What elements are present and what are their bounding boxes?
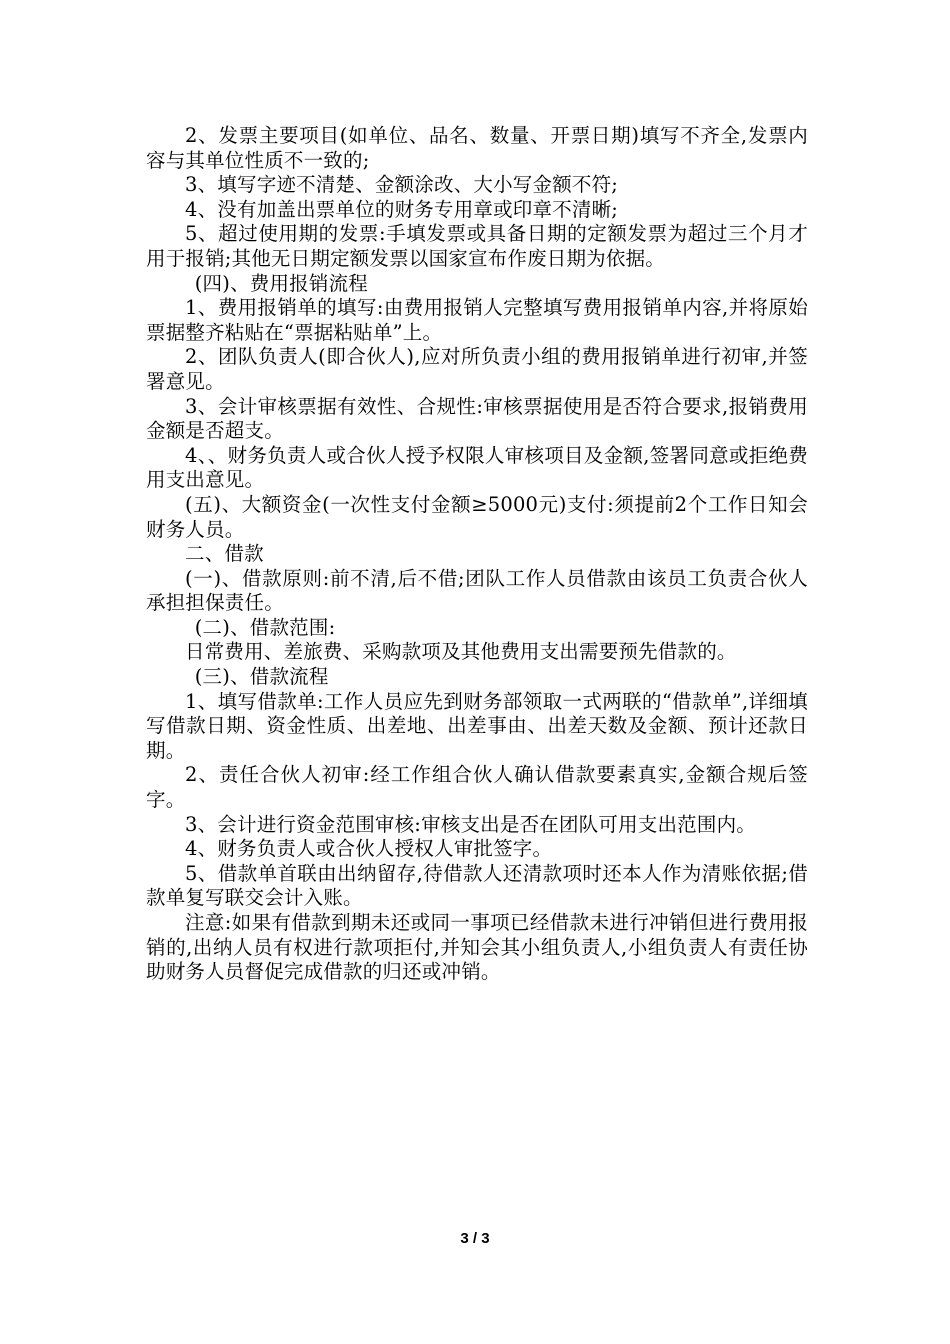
paragraph-reimbursement-step-2: 2、团队负责人(即合伙人),应对所负责小组的费用报销单进行初审,并签署意见。 — [146, 345, 808, 393]
paragraph-loan-step-2: 2、责任合伙人初审:经工作组合伙人确认借款要素真实,金额合规后签字。 — [146, 763, 808, 812]
paragraph-loan-scope: 日常费用、差旅费、采购款项及其他费用支出需要预先借款的。 — [185, 640, 737, 664]
paragraph-loan-principle: (一)、借款原则:前不清,后不借;团队工作人员借款由该员工负责合伙人承担担保责任。 — [146, 566, 808, 615]
paragraph-loan-step-5: 5、借款单首联由出纳留存,待借款人还清款项时还本人作为清账依据;借款单复写联交会计入账。 — [146, 861, 808, 910]
section-heading-reimbursement-process: (四)、费用报销流程 — [194, 271, 368, 295]
paragraph-reimbursement-step-3: 3、会计审核票据有效性、合规性:审核票据使用是否符合要求,报销费用金额是否超支。 — [146, 394, 808, 443]
paragraph-invoice-item-2: 2、发票主要项目(如单位、品名、数量、开票日期)填写不齐全,发票内容与其单位性质不一致的; — [146, 124, 808, 172]
paragraph-large-payment: (五)、大额资金(一次性支付金额≥5000元)支付:须提前2个工作日知会财务人员。 — [146, 492, 808, 541]
paragraph-invoice-item-5: 5、超过使用期的发票:手填发票或具备日期的定额发票为超过三个月才用于报销;其他无日期定额发票以国家宣布作废日期为依据。 — [146, 222, 808, 270]
paragraph-note: 注意:如果有借款到期未还或同一事项已经借款未进行冲销但进行费用报销的,出纳人员有权进行款项拒付,并知会其小组负责人,小组负责人有责任协助财务人员督促完成借款的归还或冲销。 — [146, 911, 808, 984]
paragraph-loan-step-1: 1、填写借款单:工作人员应先到财务部领取一式两联的“借款单”,详细填写借款日期、资金性质、出差地、出差事由、出差天数及金额、预计还款日期。 — [146, 689, 808, 762]
paragraph-loan-step-3: 3、会计进行资金范围审核:审核支出是否在团队可用支出范围内。 — [185, 812, 756, 836]
page-number: 3 / 3 — [460, 1230, 490, 1247]
document-body — [146, 124, 808, 985]
section-heading-loan-scope: (二)、借款范围: — [194, 615, 336, 639]
section-heading-loan-process: (三)、借款流程 — [194, 665, 329, 689]
paragraph-loan-step-4: 4、财务负责人或合伙人授权人审批签字。 — [185, 837, 553, 861]
paragraph-reimbursement-step-4: 4、、财务负责人或合伙人授予权限人审核项目及金额,签署同意或拒绝费用支出意见。 — [146, 443, 808, 492]
section-heading-loans: 二、借款 — [185, 542, 264, 566]
paragraph-invoice-item-3: 3、填写字迹不清楚、金额涂改、大小写金额不符; — [185, 173, 619, 197]
paragraph-reimbursement-step-1: 1、费用报销单的填写:由费用报销人完整填写费用报销单内容,并将原始票据整齐粘贴在“票据粘贴单”上。 — [146, 296, 808, 344]
paragraph-invoice-item-4: 4、没有加盖出票单位的财务专用章或印章不清晰; — [185, 197, 619, 221]
